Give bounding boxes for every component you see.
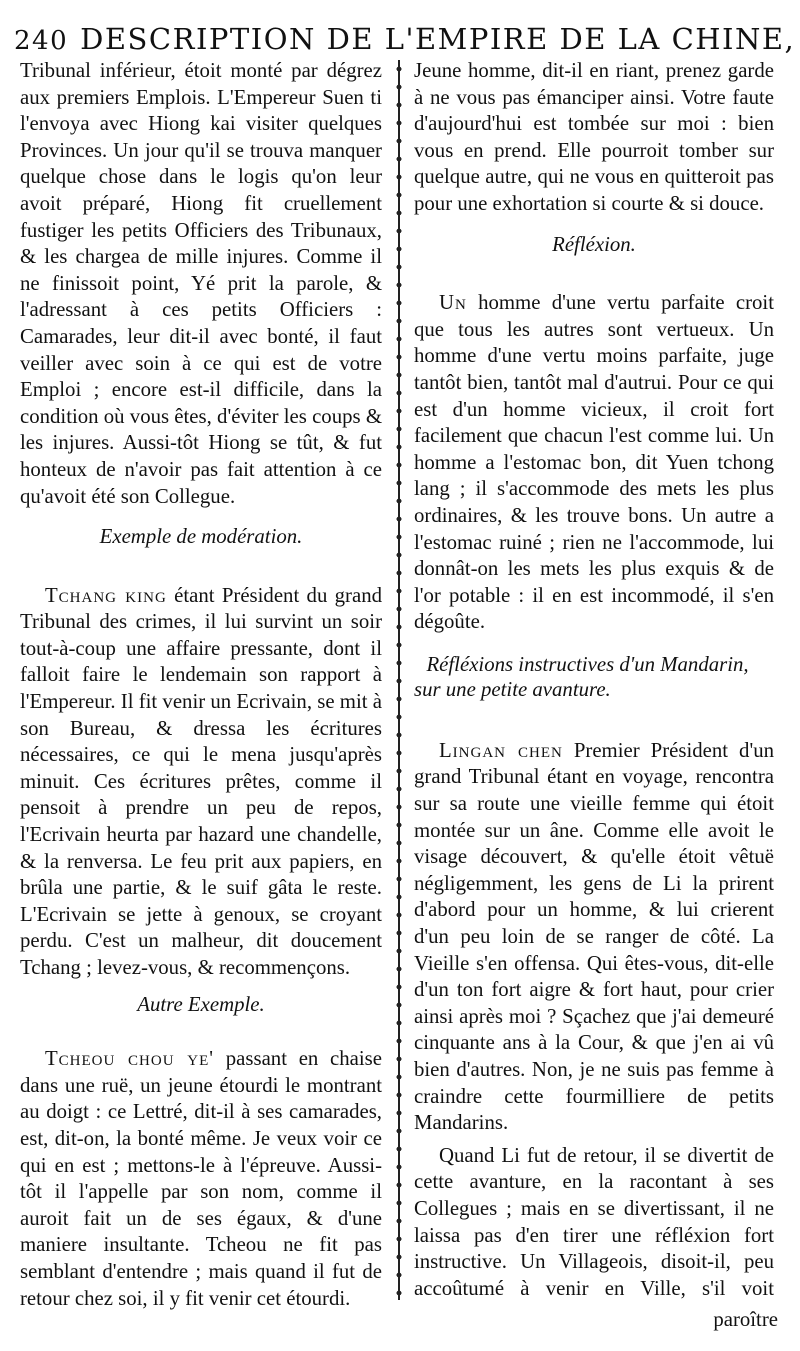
left-paragraph-3-lead: Tcheou chou ye'	[44, 1047, 215, 1071]
right-paragraph-4: Quand Li fut de retour, il se divertit de cette avanture, en la racontant à ses Collegues ; mais en se divertissant, il ne laissa pas d'en tirer une réfléxion fort instructive. Un Villageois, disoit-il, peu accoûtumé à venir en Ville, s'il voit	[414, 1143, 774, 1300]
left-paragraph-2-lead: Tchang king	[44, 583, 167, 607]
left-paragraph-1: Tribunal inférieur, étoit monté par dégrez aux premiers Emplois. L'Empereur Suen ti l'envoya avec Hiong kai visiter quelques Provinces. Un jour qu'il se trouva manquer quelque chose dans le logis qu'on leur avoit préparé, Hiong fit cruellement fustiger les petits Officiers des Tribunaux, & les chargea de mille injures. Comme il ne finissoit point, Yé prit la parole, & l'adressant à ces petits Officiers : Camarades, leur dit-il avec bonté, il faut veiller avec soin à ce qui est de votre Emploi ; encore est-il difficile, dans la condition où vous êtes, d'éviter les coups & les injures. Aussi-tôt Hiong se tût, & fut honteux de n'avoir pas fait attention à ce qu'avoit été son Collegue.	[20, 59, 382, 508]
left-heading-2: Autre Exemple.	[137, 992, 265, 1016]
left-paragraph-2-body: étant Président du grand Tribunal des crimes, il lui survint un soir tout-à-coup une affaire pressante, dont il falloit faire le lendemain son rapport à l'Empereur. Il fit venir un Ecrivain, se mit à son Bureau, & dressa les écritures nécessaires, ce qui le mena jusqu'après minuit. Ces écritures prêtes, comme il pensoit à prendre un peu de repos, l'Ecrivain heurta par hazard une chandelle, & la renversa. Le feu prit aux papiers, en brûla une partie, & le suif gâta le reste. L'Ecrivain se jette à genoux, se croyant perdu. C'est un malheur, dit doucement Tchang ; levez-vous, & recommençons.	[20, 583, 382, 979]
right-column	[414, 58, 774, 1302]
page-number: 240	[14, 26, 69, 56]
left-paragraph-3	[20, 1046, 382, 1312]
running-title: DESCRIPTION DE L'EMPIRE DE LA CHINE,	[80, 22, 796, 56]
left-paragraph-3-body: passant en chaise dans une ruë, un jeune étourdi le montrant au doigt : ce Lettré, dit-il à ses camarades, est, dit-on, la bonté même. Je veux voir ce qui en est ; mettons-le à l'épreuve. Aussi-tôt il l'appelle par son nom, comme il auroit fait un de ses égaux, & d'une maniere insultante. Tcheou ne fit pas semblant d'entendre ; mais quand il fut de retour chez soi, il y fit venir cet étourdi.	[20, 1047, 383, 1310]
right-paragraph-2-body: homme d'une vertu parfaite croit que tous les autres sont vertueux. Un homme d'une vertu moins parfaite, juge tantôt bien, tantôt mal d'autrui. Pour ce qui est d'un homme vicieux, il croit fort facilement que chacun l'est comme lui. Un homme a l'estomac bon, dit Yuen tchong lang ; il s'accommode des mets les plus ordinaires, & les trouve bons. Un autre a l'estomac ruiné ; rien ne l'accommode, lui donnât-on les mets les plus exquis & de l'or potable : il en est incommodé, il s'en dégoûte.	[414, 291, 774, 634]
right-paragraph-2-lead: Un	[438, 291, 467, 315]
right-paragraph-3-body: Premier Président d'un grand Tribunal étant en voyage, rencontra sur sa route une vieille femme qui étoit montée sur un âne. Comme elle avoit le visage découvert, & qu'elle étoit vêtuë négligemment, les gens de Li la prirent d'abord pour un homme, & lui crierent d'un peu loin de se ranger de côté. La Vieille s'en offensa. Qui êtes-vous, dit-elle d'un ton fort aigre & fort haut, pour crier ainsi après moi ? Sçachez que j'ai demeuré cinquante ans à la Cour, & que j'en ai vû bien d'autres. Non, je ne suis pas femme à craindre cette fourmilliere de petits Mandarins.	[414, 738, 775, 1135]
right-paragraph-3-lead: Lingan chen	[438, 738, 563, 762]
catchword: paroître	[713, 1308, 778, 1331]
running-header	[14, 22, 794, 62]
right-heading-2: Réfléxions instructives d'un Mandarin, sur une petite avanture.	[414, 652, 749, 701]
right-paragraph-3	[414, 738, 774, 1137]
left-heading-1: Exemple de modération.	[99, 525, 303, 549]
right-heading-1: Réfléxion.	[552, 232, 636, 256]
column-divider-ornament	[388, 60, 410, 1300]
left-paragraph-2	[20, 583, 382, 982]
right-paragraph-1: Jeune homme, dit-il en riant, prenez garde à ne vous pas émanciper ainsi. Votre faute d'aujourd'hui est tombée sur moi : bien vous en prend. Elle pourroit tomber sur quelque autre, qui ne vous en quitteroit pas pour une exhortation si courte & si douce.	[414, 59, 774, 215]
right-paragraph-2	[414, 290, 774, 636]
left-column	[20, 58, 382, 1312]
